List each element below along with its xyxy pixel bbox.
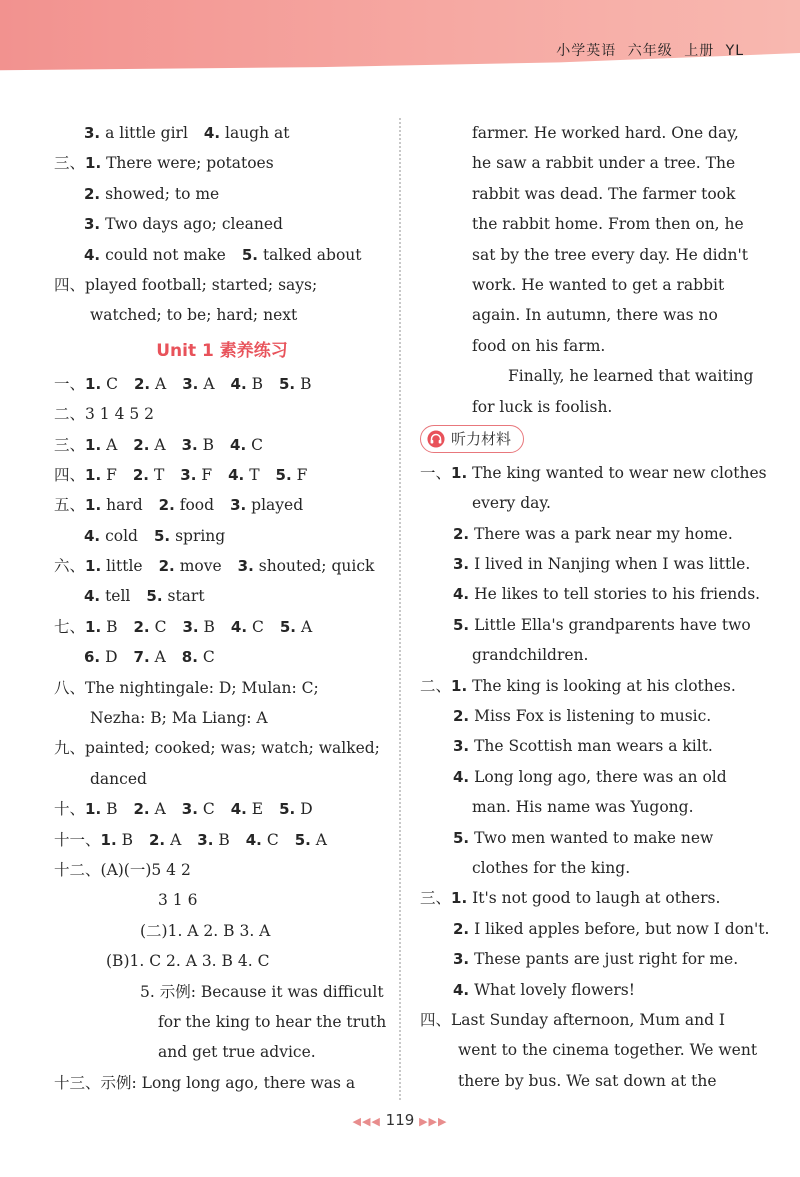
header-book-info: 小学英语 六年级 上册 YL (556, 43, 744, 59)
answer-line: 三、1. There were; potatoes (54, 154, 274, 173)
answer-line (54, 946, 390, 976)
answer-line (54, 825, 390, 855)
script-text: What lovely flowers! (474, 980, 635, 999)
listening-badge (420, 425, 524, 453)
answer-line: 2. showed; to me (84, 184, 220, 203)
script-line (420, 488, 750, 518)
item-answer: little (106, 557, 143, 576)
item-number: 2. (453, 707, 470, 726)
question-number: 三、 (54, 435, 86, 454)
answer-line (54, 1068, 390, 1098)
item-number: 4. (453, 767, 470, 786)
item-answer: T (153, 465, 165, 484)
item-number: 6. (84, 648, 101, 667)
item-number: 5. (294, 830, 311, 849)
answer-line (54, 430, 390, 460)
script-text: clothes for the king. (472, 858, 631, 877)
listening-heading-row (420, 422, 750, 458)
script-text: I lived in Nanjing when I was little. (474, 555, 751, 574)
item-number: 5. (279, 374, 296, 393)
item-number: 4. (230, 617, 248, 636)
unit-answers (54, 369, 390, 1098)
item-answer: A (154, 648, 166, 667)
item-number: 2. (133, 617, 150, 636)
item-number: 2. (158, 557, 175, 576)
item-answer: move (179, 557, 222, 576)
answer-line (54, 764, 390, 794)
story-line: Finally, he learned that waiting (508, 367, 754, 386)
item-number: 2. (453, 919, 470, 938)
item-answer: C (202, 648, 215, 667)
script-text: I liked apples before, but now I don't. (474, 919, 770, 938)
answer-line (54, 794, 390, 824)
item-answer: C (266, 830, 279, 849)
answer-line (54, 703, 390, 733)
script-text: grandchildren. (472, 646, 589, 665)
item-number: 5. (453, 615, 470, 634)
answer-text: (B)1. C 2. A 3. B 4. C (106, 952, 270, 971)
answer-text: 示例: Long long ago, there was a (100, 1073, 356, 1092)
item-number: 1. (451, 463, 468, 482)
script-line (420, 1066, 750, 1096)
item-answer: A (154, 800, 166, 819)
prev-arrows-icon: ◀◀◀ (352, 1115, 381, 1128)
answer-text: (A)(一)5 4 2 (100, 860, 191, 879)
script-line (420, 792, 750, 822)
story-line: he saw a rabbit under a tree. The (472, 154, 736, 173)
story-line: the rabbit home. From then on, he (472, 215, 744, 234)
item-answer: C (251, 435, 263, 454)
listening-title: 听力材料 (451, 429, 512, 448)
listening-scripts (420, 458, 770, 1096)
answer-line: 4. could not make 5. talked about (84, 245, 362, 264)
question-number: 九、 (54, 739, 86, 758)
item-number: 1. (85, 496, 102, 515)
item-number: 1. (451, 889, 468, 908)
answer-line (54, 581, 390, 611)
answer-line (54, 369, 390, 399)
answer-line (54, 551, 390, 581)
item-number: 1. (100, 830, 117, 849)
script-text: It's not good to laugh at others. (472, 889, 721, 908)
item-number: 4. (453, 585, 470, 604)
item-answer: spring (175, 526, 226, 545)
item-number: 1. (451, 676, 468, 695)
item-answer: C (251, 617, 264, 636)
answer-line (54, 399, 390, 429)
item-number: 1. (85, 435, 102, 454)
headphones-icon (427, 430, 445, 448)
script-line (420, 640, 750, 670)
answer-line: 3. Two days ago; cleaned (84, 215, 283, 234)
item-answer: tell (105, 587, 131, 606)
item-number: 2. (453, 524, 470, 543)
item-answer: D (105, 648, 118, 667)
item-number: 4. (245, 830, 262, 849)
item-number: 5. (453, 828, 470, 847)
answer-line: watched; to be; hard; next (90, 306, 298, 325)
story-line: again. In autumn, there was no (472, 306, 718, 325)
question-number: 十一、 (54, 830, 101, 849)
item-answer: cold (105, 526, 138, 545)
item-number: 2. (133, 800, 150, 819)
item-number: 3. (237, 557, 254, 576)
item-number: 4. (84, 526, 101, 545)
answer-line: 四、played football; started; says; (54, 275, 318, 294)
next-arrows-icon: ▶▶▶ (419, 1115, 448, 1128)
story-line: for luck is foolish. (472, 397, 613, 416)
item-number: 3. (182, 617, 199, 636)
script-line (420, 671, 750, 701)
item-number: 3. (182, 374, 199, 393)
item-answer: A (315, 830, 327, 849)
question-number: 二、 (54, 405, 86, 424)
item-number: 7. (133, 648, 150, 667)
item-number: 4. (230, 435, 247, 454)
item-number: 2. (133, 435, 150, 454)
script-line (420, 701, 750, 731)
question-number: 二、 (420, 676, 452, 695)
question-number: 一、 (54, 374, 86, 393)
item-number: 2. (158, 496, 175, 515)
script-text: The Scottish man wears a kilt. (474, 737, 713, 756)
answer-line (54, 460, 390, 490)
item-answer: C (202, 800, 215, 819)
script-line (420, 914, 770, 944)
script-line (420, 731, 750, 761)
item-number: 1. (85, 800, 102, 819)
question-number: 十三、 (54, 1073, 101, 1092)
item-number: 1. (85, 374, 102, 393)
item-answer: played (251, 496, 304, 515)
item-answer: F (201, 465, 213, 484)
page-number: 119 (385, 1111, 415, 1129)
script-text: The king is looking at his clothes. (472, 676, 736, 695)
answer-line (54, 977, 390, 1007)
question-number: 十、 (54, 800, 86, 819)
item-answer: A (203, 374, 215, 393)
item-answer: C (154, 617, 167, 636)
item-answer: T (249, 465, 260, 484)
item-answer: B (218, 830, 230, 849)
item-number: 3. (181, 435, 198, 454)
item-answer: hard (106, 496, 143, 515)
item-number: 4. (230, 374, 247, 393)
script-line (420, 762, 750, 792)
item-answer: B (300, 374, 312, 393)
story-line: farmer. He worked hard. One day, (472, 124, 739, 142)
item-answer: D (300, 800, 313, 819)
script-text: man. His name was Yugong. (472, 798, 694, 817)
script-line (420, 975, 750, 1005)
item-answer: C (106, 374, 118, 393)
item-number: 8. (181, 648, 198, 667)
item-number: 2. (133, 374, 151, 393)
item-number: 3. (197, 830, 214, 849)
item-number: 5. (279, 617, 296, 636)
answer-line (54, 916, 390, 946)
item-number: 5. (153, 526, 171, 545)
item-number: 3. (453, 950, 470, 969)
question-number: 八、 (54, 678, 86, 697)
script-line (420, 853, 750, 883)
script-line (420, 1035, 758, 1065)
item-answer: B (203, 617, 215, 636)
script-line (420, 610, 750, 640)
question-number: 三、 (420, 889, 452, 908)
item-answer: food (179, 496, 215, 515)
item-number: 1. (85, 557, 102, 576)
item-answer: A (170, 830, 182, 849)
question-number: 四、 (54, 465, 86, 484)
answer-line (54, 673, 390, 703)
answer-text: 3 1 4 5 2 (85, 405, 155, 424)
script-text: every day. (472, 494, 551, 513)
answer-text: (二)1. A 2. B 3. A (140, 921, 271, 940)
item-number: 3. (181, 800, 198, 819)
answer-line (54, 733, 390, 763)
item-answer: A (154, 435, 166, 454)
answer-line (54, 612, 390, 642)
item-answer: F (296, 465, 308, 484)
script-text: These pants are just right for me. (474, 950, 739, 969)
answer-line (54, 1037, 390, 1067)
column-divider (399, 118, 401, 1100)
script-text: He likes to tell stories to his friends. (474, 585, 761, 604)
script-line (420, 1005, 750, 1035)
script-text: Little Ella's grandparents have two (474, 615, 751, 634)
item-number: 5. (279, 800, 296, 819)
story-line: work. He wanted to get a rabbit (472, 275, 725, 294)
script-line (420, 579, 761, 609)
story-text (420, 118, 754, 422)
item-number: 1. (85, 617, 102, 636)
item-answer: F (106, 465, 117, 484)
answer-line (54, 642, 390, 672)
question-number: 四、 (420, 1010, 452, 1029)
item-number: 2. (132, 465, 149, 484)
script-text: The king wanted to wear new clothes (472, 463, 767, 482)
answer-text: and get true advice. (158, 1043, 316, 1062)
answer-line (54, 885, 390, 915)
item-answer: A (106, 435, 118, 454)
answer-text: danced (90, 769, 147, 788)
script-line (420, 883, 750, 913)
item-answer: B (121, 830, 133, 849)
answer-text: 5. 示例: Because it was difficult (140, 982, 384, 1001)
item-number: 3. (453, 555, 470, 574)
answer-text: painted; cooked; was; watch; walked; (85, 739, 380, 758)
script-line (420, 549, 750, 579)
item-answer: B (202, 435, 215, 454)
item-answer: A (155, 374, 167, 393)
script-text: went to the cinema together. We went (458, 1041, 758, 1060)
item-answer: B (106, 617, 118, 636)
item-number: 3. (453, 737, 470, 756)
script-line (420, 458, 767, 488)
question-number: 七、 (54, 617, 86, 636)
item-number: 1. (85, 465, 102, 484)
item-answer: shouted; quick (258, 557, 375, 576)
answer-line (54, 521, 390, 551)
answer-text: 3 1 6 (158, 891, 198, 910)
header-band (0, 0, 800, 78)
answer-line (54, 490, 390, 520)
unit-title: Unit 1 素养练习 (156, 340, 288, 361)
item-number: 2. (148, 830, 166, 849)
answer-line (54, 1007, 390, 1037)
script-text: There was a park near my home. (474, 524, 733, 543)
script-text: there by bus. We sat down at the (458, 1071, 717, 1090)
item-answer: B (106, 800, 118, 819)
item-number: 5. (275, 465, 292, 484)
script-line (420, 823, 750, 853)
script-text: Long long ago, there was an old (474, 767, 727, 786)
answer-line (54, 855, 390, 885)
question-number: 一、 (420, 463, 452, 482)
item-number: 4. (228, 465, 245, 484)
script-text: Two men wanted to make new (474, 828, 714, 847)
answer-text: The nightingale: D; Mulan: C; (85, 678, 319, 697)
item-answer: start (167, 587, 205, 606)
story-line: sat by the tree every day. He didn't (472, 245, 748, 264)
left-column (54, 118, 390, 1098)
question-number: 五、 (54, 496, 86, 515)
page-footer (0, 1111, 800, 1129)
script-text: Last Sunday afternoon, Mum and I (451, 1010, 726, 1029)
answer-line: 3. a little girl 4. laugh at (84, 124, 290, 142)
script-line (420, 519, 750, 549)
story-line: food on his farm. (472, 336, 606, 355)
question-number: 十二、 (54, 860, 101, 879)
item-number: 3. (180, 465, 197, 484)
item-answer: A (300, 617, 313, 636)
item-number: 3. (230, 496, 247, 515)
item-number: 5. (146, 587, 163, 606)
item-answer: B (251, 374, 263, 393)
item-answer: E (251, 800, 264, 819)
item-number: 4. (453, 980, 470, 999)
item-number: 4. (230, 800, 247, 819)
story-line: rabbit was dead. The farmer took (472, 184, 736, 203)
right-column (420, 118, 770, 1096)
item-number: 4. (84, 587, 101, 606)
script-line (420, 944, 750, 974)
script-text: Miss Fox is listening to music. (474, 707, 712, 726)
answer-text: Nezha: B; Ma Liang: A (90, 709, 268, 728)
question-number: 六、 (54, 557, 86, 576)
answer-text: for the king to hear the truth (158, 1012, 387, 1031)
